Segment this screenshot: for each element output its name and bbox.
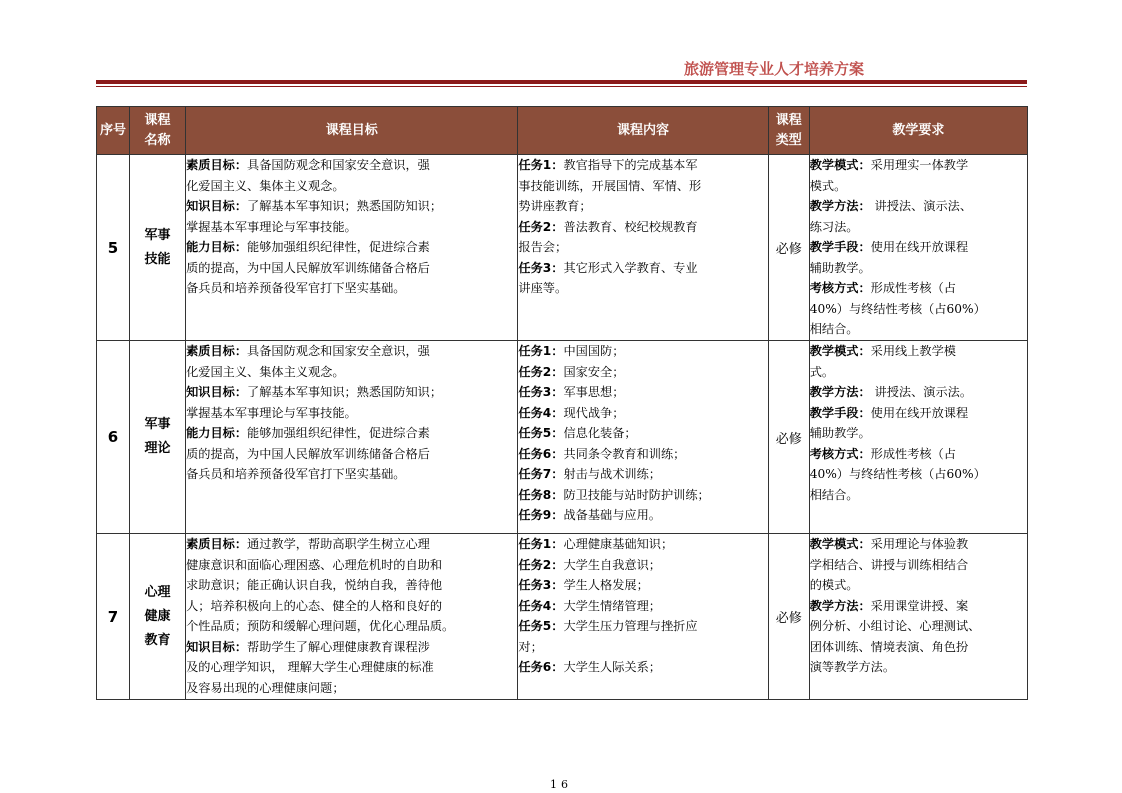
row-teaching-req-cell [809, 534, 1027, 700]
goal-line-text: 质的提高，为中国人民解放军训练储备合格后 [186, 260, 430, 275]
goal-line-text: 人；培养积极向上的心态、健全的人格和良好的 [186, 598, 443, 613]
table-header-row [97, 107, 1028, 155]
req-line-label: 教学手段： [809, 405, 871, 420]
goal-line-text: 通过教学，帮助高职学生树立心理 [247, 537, 430, 551]
req-line-text: 采用理实一体教学 [870, 158, 969, 172]
content-line-label: 任务6： [518, 660, 564, 674]
goal-line [186, 575, 517, 596]
goal-line-label: 能力目标： [186, 426, 248, 440]
goal-line [186, 596, 517, 617]
header-course-type-line1: 课程 [775, 112, 802, 128]
req-line [810, 616, 1027, 637]
goal-line [186, 464, 517, 485]
row-seq-cell [97, 534, 130, 700]
goal-line-text: 及的心理学知识， 理解大学生心理健康的标准 [186, 660, 434, 674]
course-name-line: 军事 [144, 417, 171, 432]
req-line [810, 362, 1027, 383]
req-line-text: 形成性考核（占 [870, 446, 956, 461]
req-line [810, 485, 1027, 506]
req-line-text: 辅助教学。 [809, 426, 871, 440]
req-line-text: 的模式。 [809, 578, 859, 592]
header-course-goal-label: 课程目标 [325, 122, 378, 138]
content-line-text: 战备基础与应用。 [563, 508, 661, 522]
req-line-label: 教学模式： [809, 344, 871, 358]
content-line-text: 军事思想； [563, 385, 625, 399]
goal-line [186, 555, 517, 576]
req-line [810, 444, 1027, 465]
goal-line-label: 知识目标： [186, 199, 248, 213]
content-line [518, 382, 767, 403]
course-type-value: 必修 [775, 611, 802, 626]
goal-line-text: 掌握基本军事理论与军事技能。 [186, 219, 357, 234]
content-line-text: 现代战争； [563, 405, 625, 420]
header-course-type-line2: 类型 [775, 132, 802, 148]
goal-line-text: 了解基本军事知识；熟悉国防知识； [247, 385, 443, 399]
content-line-label: 任务1： [518, 158, 564, 172]
req-line [810, 196, 1027, 217]
req-line-text: 团体训练、情境表演、角色扮 [809, 639, 969, 654]
goal-line [186, 423, 517, 444]
req-line [810, 382, 1027, 403]
content-line-text: 势讲座教育； [518, 199, 592, 213]
req-line-text: 使用在线开放课程 [870, 240, 969, 254]
content-line [518, 596, 767, 617]
header-rule-thin [96, 86, 1027, 87]
content-line-text: 其它形式入学教育、专业 [563, 260, 698, 275]
req-line-text: 例分析、小组讨论、心理测试、 [809, 619, 981, 633]
content-line-text: 教官指导下的完成基本军 [563, 158, 698, 172]
goal-line [186, 341, 517, 362]
content-line-label: 任务6： [518, 446, 564, 461]
content-line [518, 403, 767, 424]
req-line-label: 教学模式： [809, 158, 871, 172]
req-line [810, 299, 1027, 320]
content-line-text: 讲座等。 [518, 281, 568, 295]
header-seq [97, 107, 130, 155]
header-course-name [130, 107, 186, 155]
table-row [97, 155, 1028, 341]
course-name-line: 军事 [144, 227, 171, 243]
content-line-label: 任务5： [518, 426, 564, 440]
row-teaching-req-cell [809, 155, 1027, 341]
req-line-text: 40%）与终结性考核（占60%） [809, 301, 986, 316]
req-line-label: 教学手段： [809, 240, 871, 254]
req-line-text: 使用在线开放课程 [870, 405, 969, 420]
row-course-content-cell [518, 341, 768, 534]
goal-line [186, 176, 517, 197]
course-type-value: 必修 [775, 242, 802, 257]
goal-line [186, 196, 517, 217]
content-line [518, 534, 767, 555]
content-line-label: 任务4： [518, 598, 564, 613]
req-line-text: 相结合。 [809, 487, 859, 502]
req-line [810, 258, 1027, 279]
content-line-label: 任务7： [518, 467, 564, 481]
goal-line [186, 382, 517, 403]
content-line [518, 485, 767, 506]
req-line-label: 考核方式： [809, 281, 871, 295]
goal-line-text: 化爱国主义、集体主义观念。 [186, 364, 345, 379]
content-line [518, 362, 767, 383]
course-name-line: 技能 [144, 251, 171, 267]
document-header-title: 旅游管理专业人才培养方案 [684, 60, 865, 78]
req-line [810, 555, 1027, 576]
req-line-text: 采用理论与体验教 [870, 537, 969, 551]
course-name-line: 教育 [144, 632, 171, 648]
row-seq-number: 6 [107, 428, 119, 446]
content-line-text: 中国国防； [563, 344, 625, 358]
content-line-label: 任务8： [518, 487, 564, 502]
req-line [810, 217, 1027, 238]
row-course-type-cell [768, 155, 809, 341]
content-line-text: 事技能训练，开展国情、军情、形 [518, 178, 702, 193]
req-line-text: 40%）与终结性考核（占60%） [809, 467, 986, 481]
req-line-text: 采用课堂讲授、案 [870, 598, 969, 613]
content-line-text: 大学生情绪管理； [563, 598, 661, 613]
goal-line [186, 444, 517, 465]
content-line-label: 任务9： [518, 508, 564, 522]
row-course-goal-cell [186, 534, 518, 700]
goal-line-label: 素质目标： [186, 158, 248, 172]
content-line-label: 任务1： [518, 537, 564, 551]
content-line [518, 176, 767, 197]
req-line [810, 237, 1027, 258]
goal-line-label: 能力目标： [186, 240, 248, 254]
row-course-goal-cell [186, 341, 518, 534]
row-course-type-cell [768, 534, 809, 700]
content-line-text: 共同条令教育和训练； [563, 446, 686, 461]
content-line-text: 对； [518, 639, 543, 654]
content-line [518, 464, 767, 485]
req-line [810, 596, 1027, 617]
goal-line [186, 403, 517, 424]
req-line [810, 155, 1027, 176]
content-line-label: 任务2： [518, 364, 564, 379]
header-course-name-line1: 课程 [144, 112, 171, 128]
header-rule-thick [96, 80, 1027, 84]
req-line-text: 相结合。 [809, 322, 859, 336]
goal-line-label: 知识目标： [186, 639, 248, 654]
req-line-text: 练习法。 [809, 219, 859, 234]
row-course-type-cell [768, 341, 809, 534]
content-line-label: 任务2： [518, 557, 564, 572]
goal-line-text: 帮助学生了解心理健康教育课程涉 [247, 639, 430, 654]
content-line-text: 心理健康基础知识； [563, 537, 674, 551]
goal-line [186, 637, 517, 658]
content-line-label: 任务4： [518, 405, 564, 420]
row-course-goal-cell [186, 155, 518, 341]
content-line [518, 444, 767, 465]
header-teaching-req [809, 107, 1027, 155]
req-line-text: 演等教学方法。 [809, 660, 896, 674]
goal-line-text: 质的提高，为中国人民解放军训练储备合格后 [186, 446, 430, 461]
goal-line [186, 362, 517, 383]
req-line [810, 403, 1027, 424]
content-line [518, 657, 767, 678]
goal-line [186, 237, 517, 258]
content-line-label: 任务5： [518, 619, 564, 633]
goal-line-text: 能够加强组织纪律性，促进综合素 [247, 426, 430, 440]
course-type-value: 必修 [775, 431, 802, 447]
content-line-label: 任务3： [518, 578, 564, 592]
req-line-text: 形成性考核（占 [870, 281, 956, 295]
req-line [810, 464, 1027, 485]
content-line [518, 341, 767, 362]
req-line-label: 教学方法： [809, 385, 871, 399]
table-row [97, 341, 1028, 534]
content-line [518, 575, 767, 596]
goal-line-text: 了解基本军事知识；熟悉国防知识； [247, 199, 443, 213]
req-line [810, 423, 1027, 444]
content-line-label: 任务1： [518, 344, 564, 358]
req-line-text: 采用线上教学模 [870, 344, 956, 358]
goal-line-text: 能够加强组织纪律性，促进综合素 [247, 240, 430, 254]
content-line-text: 大学生压力管理与挫折应 [563, 619, 698, 633]
content-line-label: 任务3： [518, 385, 564, 399]
content-line-text: 大学生自我意识； [563, 557, 661, 572]
goal-line-text: 掌握基本军事理论与军事技能。 [186, 405, 357, 420]
row-course-content-cell [518, 155, 768, 341]
course-name-line: 健康 [144, 608, 171, 624]
req-line [810, 341, 1027, 362]
goal-line-text: 备兵员和培养预备役军官打下坚实基础。 [186, 467, 406, 481]
header-teaching-req-label: 教学要求 [892, 122, 945, 138]
row-course-name-cell [130, 534, 186, 700]
goal-line-label: 知识目标： [186, 385, 248, 399]
content-line-text: 报告会； [518, 240, 568, 254]
req-line-text: 讲授法、演示法。 [870, 385, 973, 399]
course-name-line: 心理 [144, 584, 171, 600]
goal-line [186, 678, 517, 699]
goal-line [186, 657, 517, 678]
goal-line-text: 求助意识；能正确认识自我，悦纳自我，善待他 [186, 578, 443, 592]
content-line [518, 237, 767, 258]
req-line-label: 教学模式： [809, 537, 871, 551]
req-line [810, 637, 1027, 658]
row-seq-number: 7 [107, 607, 119, 626]
req-line [810, 176, 1027, 197]
row-course-name-cell [130, 341, 186, 534]
goal-line [186, 278, 517, 299]
goal-line-label: 素质目标： [186, 344, 248, 358]
content-line-label: 任务2： [518, 219, 564, 234]
req-line-text: 辅助教学。 [809, 260, 871, 275]
goal-line-text: 及容易出现的心理健康问题； [186, 680, 345, 695]
header-course-type [768, 107, 809, 155]
goal-line-label: 素质目标： [186, 537, 248, 551]
goal-line [186, 258, 517, 279]
content-line-text: 射击与战术训练； [563, 467, 661, 481]
content-line [518, 637, 767, 658]
goal-line-text: 个性品质；预防和缓解心理问题，优化心理品质。 [186, 619, 455, 633]
req-line-text: 学相结合、讲授与训练相结合 [809, 557, 969, 572]
req-line-text: 式。 [809, 364, 835, 379]
req-line [810, 657, 1027, 678]
content-line-text: 信息化装备； [563, 426, 637, 440]
req-line-text: 模式。 [809, 178, 847, 193]
content-line [518, 278, 767, 299]
goal-line [186, 155, 517, 176]
content-line-text: 国家安全； [563, 364, 625, 379]
row-seq-number: 5 [107, 238, 119, 257]
req-line-label: 教学方法： [809, 598, 871, 613]
content-line-text: 防卫技能与站时防护训练； [563, 487, 710, 502]
goal-line [186, 534, 517, 555]
row-teaching-req-cell [809, 341, 1027, 534]
content-line-label: 任务3： [518, 260, 564, 275]
table-row [97, 534, 1028, 700]
header-seq-label: 序号 [100, 122, 127, 138]
row-course-content-cell [518, 534, 768, 700]
content-line [518, 258, 767, 279]
req-line-label: 教学方法： [809, 199, 871, 213]
row-seq-cell [97, 155, 130, 341]
page-number: 16 [550, 778, 572, 791]
req-line-label: 考核方式： [809, 446, 871, 461]
content-line [518, 217, 767, 238]
content-line-text: 大学生人际关系； [563, 660, 661, 674]
content-line [518, 555, 767, 576]
content-line [518, 505, 767, 526]
course-name-line: 理论 [144, 441, 171, 456]
goal-line-text: 健康意识和面临心理困惑、心理危机时的自助和 [186, 557, 443, 572]
req-line [810, 319, 1027, 340]
content-line [518, 155, 767, 176]
req-line-text: 讲授法、演示法、 [870, 199, 973, 213]
header-course-content-label: 课程内容 [617, 122, 670, 138]
row-seq-cell [97, 341, 130, 534]
content-line-text: 学生人格发展； [563, 578, 649, 592]
req-line [810, 575, 1027, 596]
goal-line-text: 备兵员和培养预备役军官打下坚实基础。 [186, 281, 406, 295]
goal-line [186, 217, 517, 238]
row-course-name-cell [130, 155, 186, 341]
header-course-content [518, 107, 768, 155]
req-line [810, 278, 1027, 299]
content-line [518, 196, 767, 217]
req-line [810, 534, 1027, 555]
curriculum-table [96, 106, 1028, 700]
content-line [518, 423, 767, 444]
content-line-text: 普法教育、校纪校规教育 [563, 219, 698, 234]
goal-line-text: 化爱国主义、集体主义观念。 [186, 178, 345, 193]
goal-line [186, 616, 517, 637]
header-course-name-line2: 名称 [144, 132, 171, 148]
goal-line-text: 具备国防观念和国家安全意识，强 [247, 158, 430, 172]
header-course-goal [186, 107, 518, 155]
content-line [518, 616, 767, 637]
goal-line-text: 具备国防观念和国家安全意识，强 [247, 344, 430, 358]
